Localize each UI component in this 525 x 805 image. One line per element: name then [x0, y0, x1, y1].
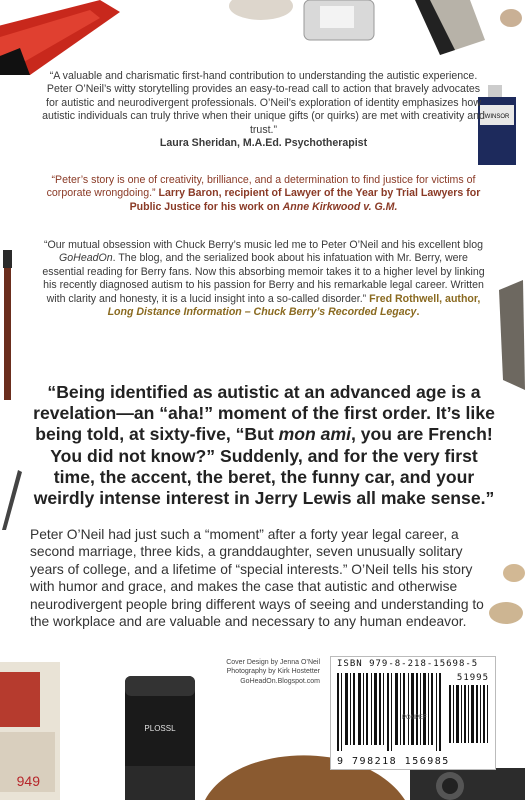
price-barcode-bars	[449, 685, 489, 743]
website-credit: GoHeadOn.Blogspot.com	[240, 677, 320, 685]
cover-design-credit: Cover Design by Jenna O’Neil	[226, 659, 320, 666]
isbn-label: ISBN 979-8-218-15698-5	[337, 659, 479, 669]
metal-tin-object	[300, 0, 380, 50]
quote-1-attribution: Laura Sheridan, M.A.Ed. Psychotherapist	[159, 137, 368, 150]
quote-3-attribution-name: Fred Rothwell, author,	[369, 292, 481, 305]
endorsement-quote-1	[42, 70, 485, 150]
barcode-bars	[337, 673, 447, 751]
publisher-code: PONPEF	[402, 715, 427, 721]
endorsement-quote-2	[42, 174, 485, 214]
slate-piece-object	[495, 280, 525, 390]
quote-1-text: “A valuable and charismatic first-hand contribution to understanding the autistic experience. Peter O’Neil’s witty storytelling provides an easy-to-read call to action that bravely advocates for autistic and neurodivergent professionals. O’Neil’s exploration of identity emphasizes how autistic individuals can truly thrive when their unique gifts (or quirks) are met with creativity and trust.”	[42, 70, 485, 136]
tube-label: WINSOR	[484, 114, 510, 120]
quote-3-text-post: . The blog, and the serialized book about his infatuation with Mr. Berry, were essential reading for Berry fans. Now this absorbing memoir takes it to a higher level by linking his recently diagnosed autism to his passion for Berry and his remarkable legal career. Written with clarity and honesty, it is a lucid insight into a so-called disorder.”	[42, 252, 485, 305]
quote-2-case: Anne Kirkwood v. G.M.	[282, 200, 398, 213]
main-quote-part1: “Being identified as autistic at an advanced age is a revelation—an “aha!” moment of the first order. It’s like being told, at sixty-five, “But	[33, 382, 495, 445]
photography-credit: Photography by Kirk Hostetter	[226, 668, 320, 676]
cover-credits	[200, 658, 320, 686]
endorsement-quote-3	[42, 239, 485, 319]
quote-2-text: “Peter’s story is one of creativity, brilliance, and a determination to find justice for victims of corporate wrongdoing.”	[46, 174, 476, 200]
main-quote-part2: , you are French! You did not know?” Suddenly, and for the very first time, the accent, the beret, the funny car, and your weirdly intense interest in Jerry Lewis all make sense.”	[33, 424, 495, 509]
main-quote-italic: mon ami	[278, 424, 351, 445]
cosmetic-tube-object	[400, 0, 490, 60]
pen-object	[0, 470, 22, 530]
small-shell-right-object	[502, 562, 525, 584]
quote-3-attribution-end: .	[416, 306, 420, 319]
quote-3-text-pre: “Our mutual obsession with Chuck Berry’s music led me to Peter O’Neil and his excellent blog	[43, 239, 484, 251]
paintbrush-object	[0, 250, 18, 400]
quote-3-blog: GoHeadOn	[59, 252, 113, 265]
photo-card-object	[0, 662, 70, 800]
price-code: 51995	[456, 673, 489, 683]
isbn-barcode	[330, 656, 496, 770]
card-number: 949	[16, 773, 40, 789]
eyepiece-label: PLOSSL	[144, 724, 176, 733]
cream-shell-object	[226, 0, 296, 24]
main-pull-quote	[30, 382, 498, 509]
stone-bead-object	[498, 6, 525, 30]
telescope-eyepiece-object	[115, 676, 205, 800]
quote-3-attribution-book: Long Distance Information – Chuck Berry’s Recorded Legacy	[107, 306, 417, 319]
book-description: Peter O’Neil had just such a “moment” after a forty year legal career, a second marriage, three kids, a granddaughter, seven unusually solitary years of college, and a lifetime of “special interests.” O’Neil tells his story with humor and grace, and makes the case that autistic and otherwise neurodivergent people bring different ways of seeing and understanding to the workplace and are valuable and necessary to any human endeavor.	[30, 527, 484, 630]
red-lipstick-object	[0, 0, 120, 75]
isbn-digits: 9 798218 156985	[337, 756, 450, 767]
quote-2-attribution: Larry Baron, recipient of Lawyer of the Year by Trial Lawyers for Public Justice for his work on	[129, 187, 481, 213]
